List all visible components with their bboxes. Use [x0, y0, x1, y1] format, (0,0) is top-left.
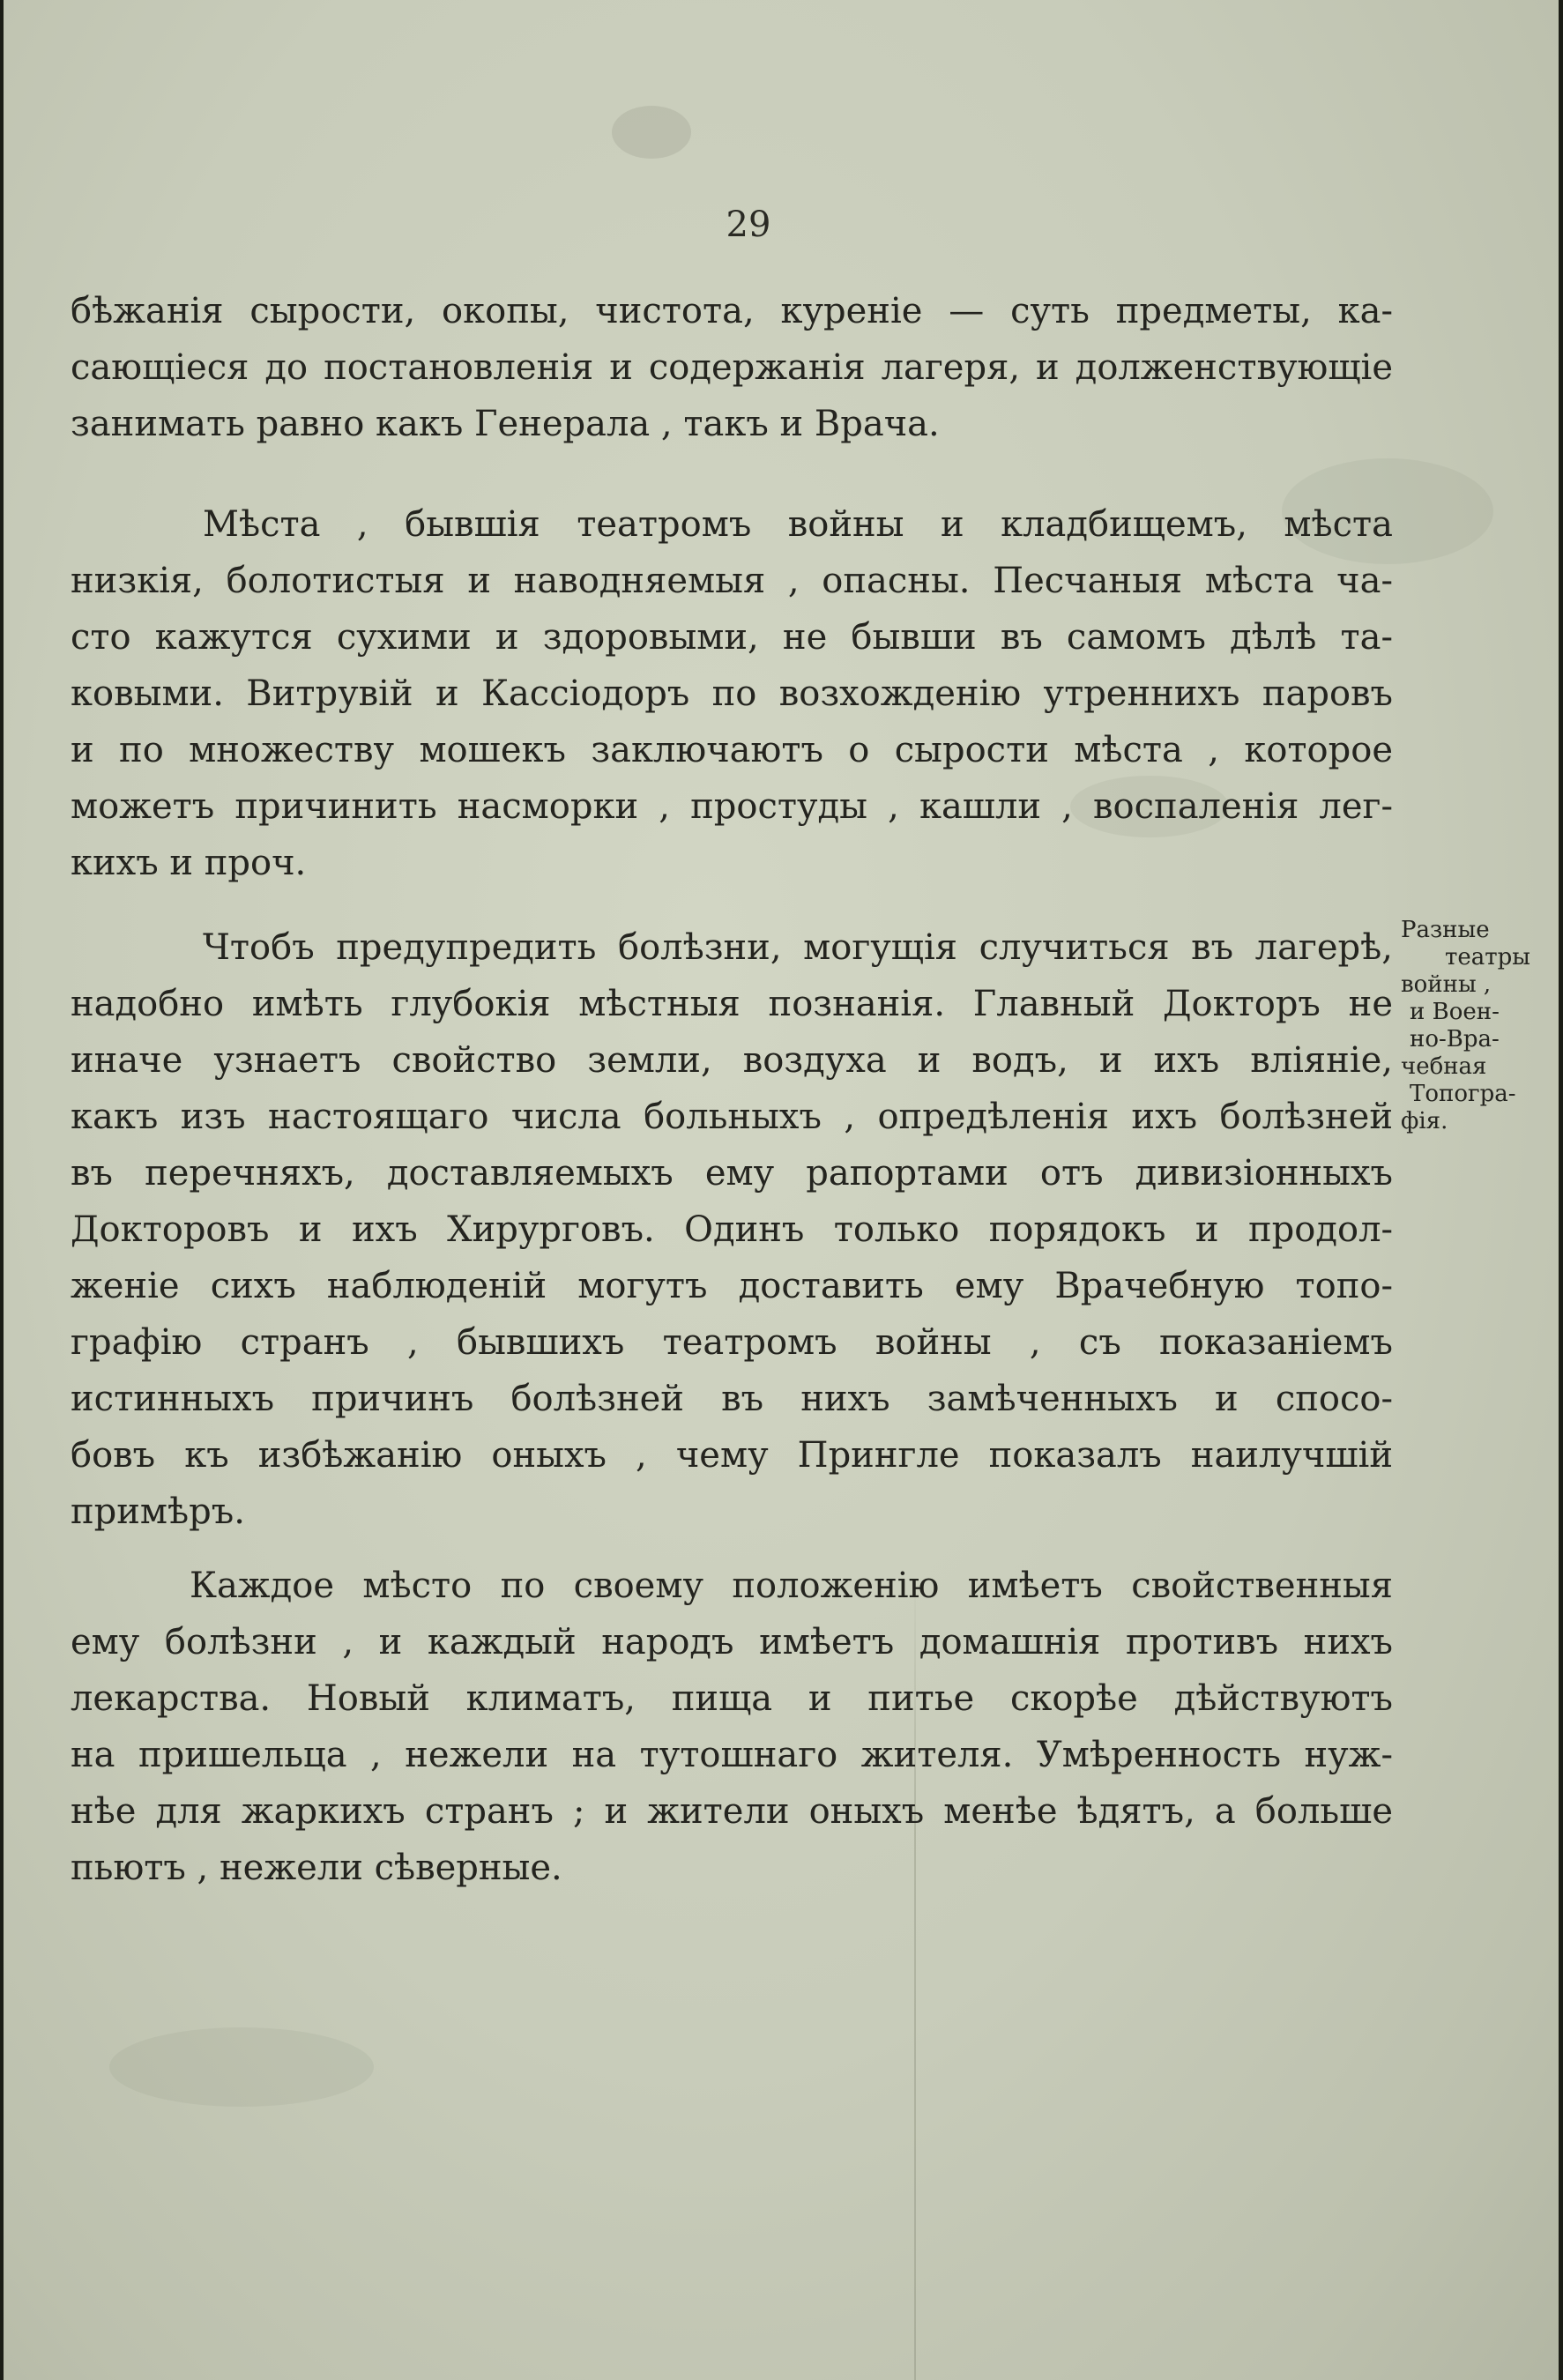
margin-note-line: фія. — [1401, 1108, 1448, 1134]
paper-stain — [109, 2027, 374, 2107]
text-line: какъ изъ настоящаго числа больныхъ , опредѣленія ихъ болѣзней — [71, 1097, 1393, 1137]
page-number: 29 — [726, 205, 771, 245]
margin-note-line: войны , — [1401, 971, 1492, 998]
text-line: кихъ и проч. — [71, 843, 307, 883]
text-line: примѣръ. — [71, 1491, 245, 1532]
text-line: истинныхъ причинъ болѣзней въ нихъ замѣченныхъ и спосо- — [71, 1379, 1393, 1419]
margin-note-line: чебная — [1401, 1053, 1487, 1080]
text-line: ему болѣзни , и каждый народъ имѣетъ домашнія противъ нихъ — [71, 1622, 1393, 1662]
text-line: и по множеству мошекъ заключаютъ о сырости мѣста , которое — [71, 730, 1393, 770]
margin-note-line: но-Вра- — [1410, 1026, 1500, 1052]
text-line: сто кажутся сухими и здоровыми, не бывши въ самомъ дѣлѣ та- — [71, 617, 1393, 658]
text-line: Каждое мѣсто по своему положенію имѣетъ свойственныя — [190, 1566, 1393, 1606]
text-line: бовъ къ избѣжанію оныхъ , чему Прингле показалъ наилучшій — [71, 1435, 1393, 1476]
text-line: пьютъ , нежели сѣверные. — [71, 1848, 562, 1888]
text-line: Чтобъ предупредить болѣзни, могущія случиться въ лагерѣ, — [203, 927, 1393, 968]
text-line: сающіеся до постановленія и содержанія лагеря, и долженствующіе — [71, 347, 1393, 388]
text-line: на пришельца , нежели на тутошнаго жителя. Умѣренность нуж- — [71, 1735, 1393, 1775]
text-line: въ перечняхъ, доставляемыхъ ему рапортами отъ дивизіонныхъ — [71, 1153, 1393, 1194]
margin-note-line: и Воен- — [1410, 999, 1500, 1025]
text-line: надобно имѣть глубокія мѣстныя познанія. Главный Докторъ не — [71, 984, 1393, 1024]
text-line: женіе сихъ наблюденій могутъ доставить ему Врачебную топо- — [71, 1266, 1393, 1306]
margin-note — [1401, 917, 1559, 1135]
paper-stain — [612, 106, 691, 159]
margin-note-line: Разные — [1401, 917, 1490, 943]
text-line: графію странъ , бывшихъ театромъ войны , съ показаніемъ — [71, 1322, 1393, 1363]
text-line: занимать равно какъ Генерала , такъ и Врача. — [71, 404, 940, 444]
text-line: Мѣста , бывшія театромъ войны и кладбищемъ, мѣста — [203, 504, 1393, 545]
text-line: можетъ причинить насморки , простуды , кашли , воспаленія лег- — [71, 786, 1393, 827]
text-line: иначе узнаетъ свойство земли, воздуха и водъ, и ихъ вліяніе, — [71, 1040, 1393, 1081]
text-line: низкія, болотистыя и наводняемыя , опасны. Песчаныя мѣста ча- — [71, 561, 1393, 601]
margin-note-line: театры — [1445, 944, 1530, 971]
text-line: лекарства. Новый климатъ, пища и питье скорѣе дѣйствуютъ — [71, 1678, 1393, 1719]
text-line: ковыми. Витрувій и Кассіодоръ по возхожденію утреннихъ паровъ — [71, 673, 1393, 714]
margin-note-line: Топогра- — [1410, 1081, 1516, 1107]
book-page — [4, 0, 1559, 2380]
text-line: Докторовъ и ихъ Хирурговъ. Одинъ только порядокъ и продол- — [71, 1209, 1393, 1250]
text-line: бѣжанія сырости, окопы, чистота, куреніе — суть предметы, ка- — [71, 291, 1393, 331]
text-line: нѣе для жаркихъ странъ ; и жители оныхъ менѣе ѣдятъ, а больше — [71, 1791, 1393, 1832]
